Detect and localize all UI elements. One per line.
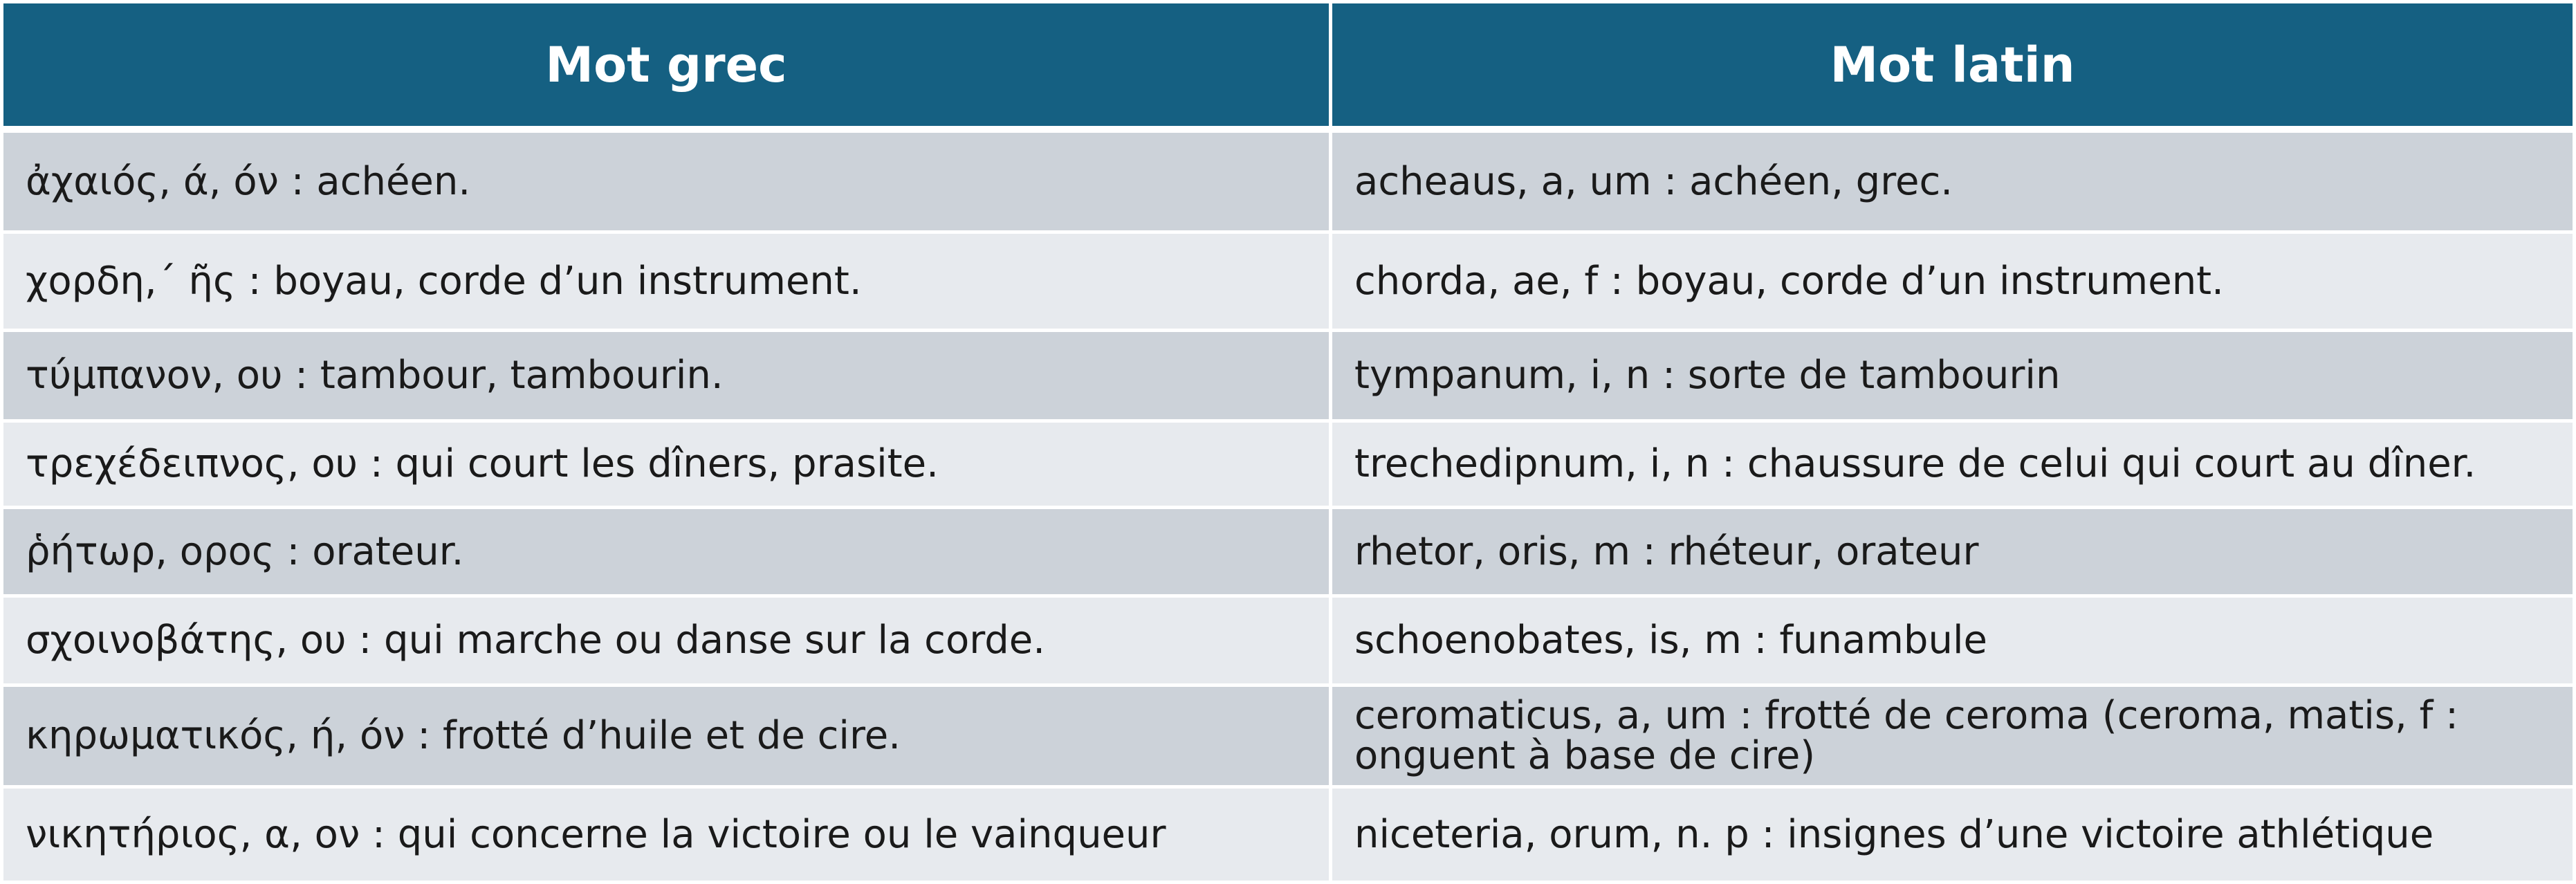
table-row [0,133,2576,234]
header-row [0,0,2576,133]
table-row [0,234,2576,332]
greek-word-cell: κηρωματικός, ή, όν : frotté d’huile et de cire. [0,687,1332,789]
latin-word-cell: rhetor, oris, m : rhéteur, orateur [1332,509,2576,598]
greek-word-cell: ἀχαιός, ά, όν : achéen. [0,133,1332,234]
latin-word-cell: ceromaticus, a, um : frotté de ceroma (ceroma, matis, f : onguent à base de cire) [1332,687,2576,789]
column-header-latin: Mot latin [1332,0,2576,133]
table-row [0,332,2576,423]
table-row [0,789,2576,884]
greek-word-cell: τρεχέδειπνος, ου : qui court les dîners, prasite. [0,423,1332,509]
greek-word-cell: ῥήτωρ, ορος : orateur. [0,509,1332,598]
latin-word-cell: tympanum, i, n : sorte de tambourin [1332,332,2576,423]
greek-word-cell: νικητήριος, α, ον : qui concerne la victoire ou le vainqueur [0,789,1332,884]
greek-word-cell: τύμπανον, ου : tambour, tambourin. [0,332,1332,423]
latin-word-cell: niceteria, orum, n. p : insignes d’une victoire athlétique [1332,789,2576,884]
column-header-greek: Mot grec [0,0,1332,133]
table-row [0,423,2576,509]
latin-word-cell: chorda, ae, f : boyau, corde d’un instrument. [1332,234,2576,332]
table-row [0,687,2576,789]
latin-word-cell: schoenobates, is, m : funambule [1332,598,2576,687]
greek-word-cell: χορδη,΄ ῆς : boyau, corde d’un instrument. [0,234,1332,332]
latin-word-cell: acheaus, a, um : achéen, grec. [1332,133,2576,234]
greek-word-cell: σχοινοβάτης, ου : qui marche ou danse sur la corde. [0,598,1332,687]
latin-word-cell: trechedipnum, i, n : chaussure de celui qui court au dîner. [1332,423,2576,509]
table-row [0,598,2576,687]
table-row [0,509,2576,598]
